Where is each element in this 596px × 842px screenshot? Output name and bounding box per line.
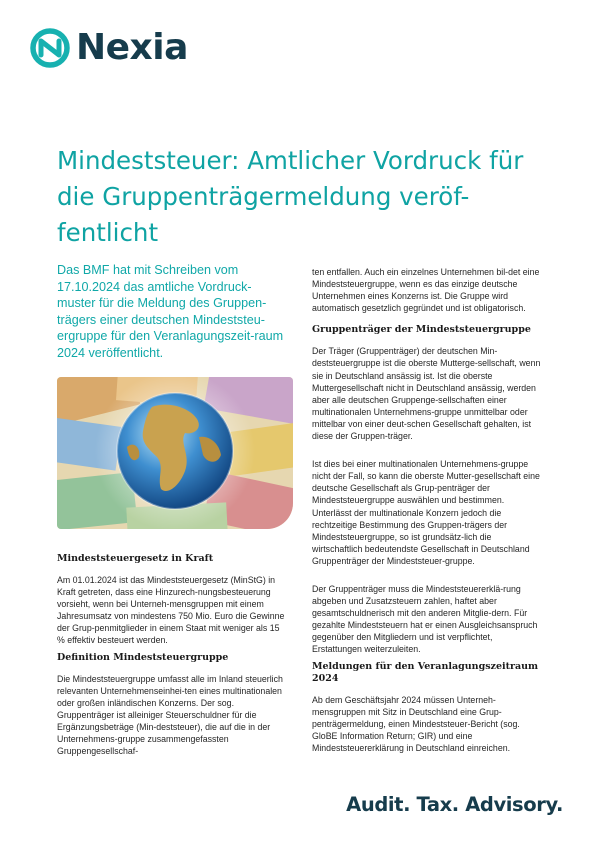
section-heading-mindeststeuergesetz: Mindeststeuergesetz in Kraft xyxy=(57,553,214,564)
paragraph-gruppentraeger-2: Ist dies bei einer multinationalen Unternehmens-gruppe nicht der Fall, so kann die oberste Mutter-gesellschaft eine deutsche Gesellschaft als Grup-penträger der Mindeststeuergruppe auswählen und bestimmen. Unterlässt der multinationale Konzern jedoch die rechtzeitige Bestimmung des Gruppen-trägers der Mindeststeuergruppe, so ist grundsätz-lich die wirtschaftlich bedeutendste Gesellschaft in Deutschland Gruppenträger der Mindeststeuer-gruppe. xyxy=(312,459,540,566)
footer-slogan: Audit. Tax. Advisory. xyxy=(346,793,563,816)
nexia-logo xyxy=(30,27,188,69)
paragraph-continuation: ten entfallen. Auch ein einzelnes Unternehmen bil-det eine Mindeststeuergruppe, wenn es das einzige deutsche Unternehmen eines Konzerns ist. Die Gruppe wird automatisch gesetzlich gegründet und ist obligatorisch. xyxy=(312,267,540,314)
paragraph-definition: Die Mindeststeuergruppe umfasst alle im Inland steuerlich relevanten Unternehmenseinhei-ten eines multinationalen oder großen inländischen Konzerns. Der sog. Gruppenträger ist alleiniger Steuerschuldner für die Ergänzungsbeträge (Min-deststeuer), die auf die in der Unternehmens-gruppe zusammengefassten Gruppengesellschaf- xyxy=(57,673,283,757)
right-text-column xyxy=(312,266,544,764)
article-intro: Das BMF hat mit Schreiben vom 17.10.2024 das amtliche Vordruck-muster für die Meldung des Gruppen-trägers einer deutschen Mindeststeu-ergruppe für den Veranlagungszeit-raum 2024 veröffentlicht. xyxy=(57,263,284,360)
globe-with-euro-banknotes-image xyxy=(57,377,293,529)
nexia-logo-icon xyxy=(30,28,70,68)
paragraph-gruppentraeger-1: Der Träger (Gruppenträger) der deutschen Min-deststeuergruppe ist die oberste Muttergе-sellschaft, wenn sie in Deutschland ansässig ist. Ist die oberste Muttergesellschaft nicht in Deutschland ansässig, werden aber alle deutschen Gruppenge-sellschaften einer multinationalen Unternehmens-gruppe unmittelbar oder mittelbar von einer deut-schen Gesellschaft gehalten, ist diese der Gruppen-träger. xyxy=(312,346,541,442)
article-title: Mindeststeuer: Amtlicher Vordruck für die Gruppenträgermeldung veröf-fentlicht xyxy=(57,146,524,247)
paragraph-meldungen: Ab dem Geschäftsjahr 2024 müssen Unterneh-mensgruppen mit Sitz in Deutschland eine Grup-penträgermeldung, einen Mindeststeuer-Bericht (sog. GloBE Information Return; GIR) und eine Mindeststeuererklärung in Deutschland einreichen. xyxy=(312,694,520,753)
paragraph-mindeststeuergesetz: Am 01.01.2024 ist das Mindeststeuergesetz (MinStG) in Kraft getreten, dass eine Hinzurech-nungsbesteuerung vorsieht, wenn bei Unterneh-mensgruppen mit einem Jahresumsatz von mindestens 750 Mio. Euro die Gewinne der Grup-penmitglieder in einem Staat mit weniger als 15 % effektiv besteuert werden. xyxy=(57,575,285,646)
paragraph-gruppentraeger-3: Der Gruppenträger muss die Mindeststeuererklä-rung abgeben und Zusatzsteuern zahlen, haftet aber gesamtschuldnerisch mit den anderen Mitglie-dern. Für gezahlte Mindeststeuern hat er einen Ausgleichsanspruch gegenüber den Mitgliedern und ist verpflichtet, Erstattungen weiterzuleiten. xyxy=(312,583,538,655)
section-heading-gruppentraeger: Gruppenträger der Mindeststeuergruppe xyxy=(312,324,531,336)
brand-name: Nexia xyxy=(76,27,188,68)
section-heading-definition: Definition Mindeststeuergruppe xyxy=(57,651,229,663)
section-heading-meldungen: Meldungen für den Veranlagungszeitraum 2024 xyxy=(312,660,539,684)
left-text-column xyxy=(57,553,285,767)
